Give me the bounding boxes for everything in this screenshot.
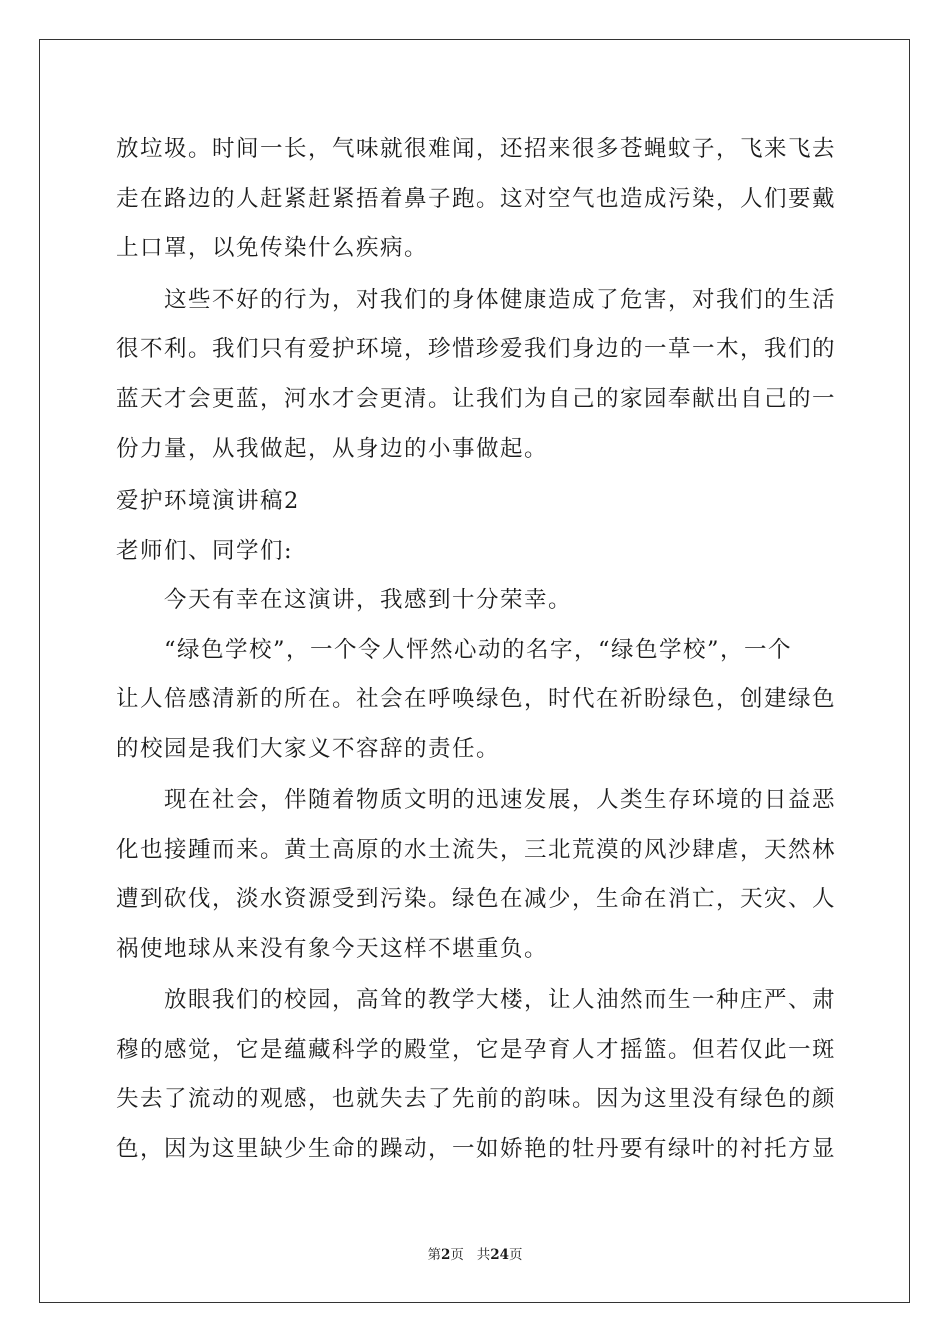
text-line-11: “绿色学校”，一个令人怦然心动的名字，“绿色学校”，一个 [164,637,793,663]
text-line-10: 今天有幸在这演讲，我感到十分荣幸。 [164,587,573,613]
text-line-3: 上口罩，以免传染什么疾病。 [116,235,429,261]
text-line-19: 穆的感觉，它是蕴藏科学的殿堂，它是孕育人才摇篮。但若仅此一斑 [116,1037,837,1063]
text-line-2: 走在路边的人赶紧赶紧捂着鼻子跑。这对空气也造成污染，人们要戴 [116,186,837,212]
salutation: 老师们、同学们: [116,538,294,564]
footer-total-suffix: 页 [509,1247,523,1263]
footer-prefix: 第 [427,1247,441,1263]
text-line-14: 现在社会，伴随着物质文明的迅速发展，人类生存环境的日益恶 [164,787,837,813]
footer-page-number: 2 [440,1247,451,1263]
text-line-12: 让人倍感清新的所在。社会在呼唤绿色，时代在祈盼绿色，创建绿色 [116,686,837,712]
footer-total-prefix: 共 [476,1247,491,1263]
text-line-20: 失去了流动的观感，也就失去了先前的韵味。因为这里没有绿色的颜 [116,1086,837,1112]
text-line-5: 很不利。我们只有爱护环境，珍惜珍爱我们身边的一草一木，我们的 [116,336,837,362]
text-line-7: 份力量，从我做起，从身边的小事做起。 [116,436,549,462]
text-line-18: 放眼我们的校园，高耸的教学大楼，让人油然而生一种庄严、肃 [164,987,837,1013]
footer-total-pages: 24 [490,1247,510,1263]
text-line-13: 的校园是我们大家义不容辞的责任。 [116,736,501,762]
text-line-21: 色，因为这里缺少生命的躁动，一如娇艳的牡丹要有绿叶的衬托方显 [116,1136,837,1162]
text-line-16: 遭到砍伐，淡水资源受到污染。绿色在减少，生命在消亡，天灾、人 [116,886,837,912]
footer-page-suffix: 页 [450,1247,464,1263]
text-line-1: 放垃圾。时间一长，气味就很难闻，还招来很多苍蝇蚊子，飞来飞去 [116,136,837,162]
text-line-4: 这些不好的行为，对我们的身体健康造成了危害，对我们的生活 [164,287,837,313]
section-heading: 爱护环境演讲稿2 [116,488,300,514]
text-line-6: 蓝天才会更蓝，河水才会更清。让我们为自己的家园奉献出自己的一 [116,386,837,412]
text-line-15: 化也接踵而来。黄土高原的水土流失，三北荒漠的风沙肆虐，天然林 [116,837,837,863]
text-line-17: 祸使地球从来没有象今天这样不堪重负。 [116,936,549,962]
page-footer [0,1246,950,1264]
